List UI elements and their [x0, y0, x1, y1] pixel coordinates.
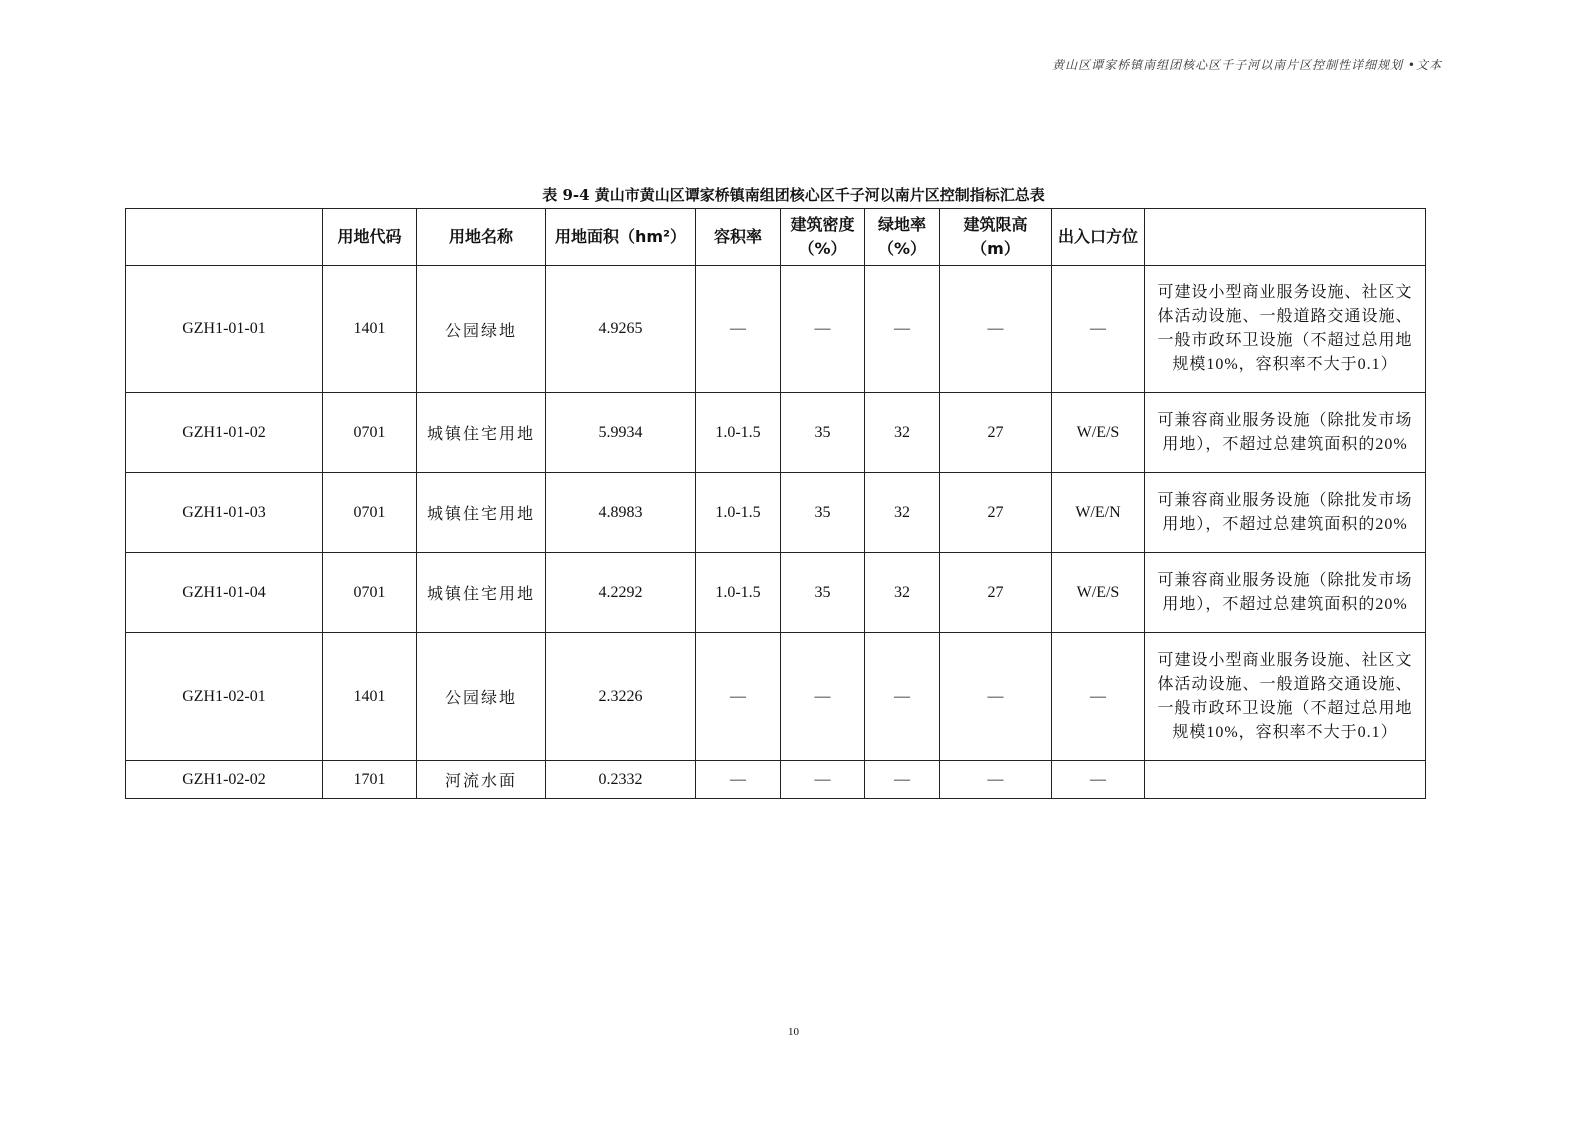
- cell-green-rate: —: [865, 633, 940, 761]
- cell-access: W/E/N: [1052, 473, 1145, 553]
- cell-land-code: 1701: [323, 761, 417, 799]
- table-row: [126, 553, 1426, 633]
- cell-access: —: [1052, 266, 1145, 393]
- cell-land-name: 河流水面: [417, 761, 546, 799]
- header-green-rate: 绿地率（%）: [865, 209, 940, 266]
- cell-far: 1.0-1.5: [696, 473, 781, 553]
- cell-remark: 可建设小型商业服务设施、社区文体活动设施、一般道路交通设施、一般市政环卫设施（不超过总用地规模10%，容积率不大于0.1）: [1145, 266, 1426, 393]
- cell-height-limit: —: [940, 633, 1052, 761]
- cell-density: —: [781, 266, 865, 393]
- cell-land-name: 城镇住宅用地: [417, 393, 546, 473]
- table-row: [126, 633, 1426, 761]
- cell-remark: 可兼容商业服务设施（除批发市场用地），不超过总建筑面积的20%: [1145, 553, 1426, 633]
- cell-land-code: 0701: [323, 553, 417, 633]
- cell-height-limit: 27: [940, 473, 1052, 553]
- header-land-name: 用地名称: [417, 209, 546, 266]
- table-row: [126, 761, 1426, 799]
- cell-area: 4.9265: [546, 266, 696, 393]
- cell-height-limit: —: [940, 761, 1052, 799]
- cell-plot-id: GZH1-01-01: [126, 266, 323, 393]
- cell-land-code: 0701: [323, 473, 417, 553]
- table-row: [126, 473, 1426, 553]
- cell-land-code: 1401: [323, 633, 417, 761]
- cell-land-name: 公园绿地: [417, 633, 546, 761]
- cell-green-rate: 32: [865, 393, 940, 473]
- cell-area: 0.2332: [546, 761, 696, 799]
- cell-plot-id: GZH1-02-02: [126, 761, 323, 799]
- running-header: 黄山区谭家桥镇南组团核心区千子河以南片区控制性详细规划 •文本: [1052, 58, 1442, 72]
- header-plot-id: [126, 209, 323, 266]
- cell-remark: 可兼容商业服务设施（除批发市场用地），不超过总建筑面积的20%: [1145, 473, 1426, 553]
- cell-area: 4.8983: [546, 473, 696, 553]
- cell-height-limit: 27: [940, 393, 1052, 473]
- header-area: 用地面积（hm²）: [546, 209, 696, 266]
- cell-green-rate: 32: [865, 473, 940, 553]
- header-access: 出入口方位: [1052, 209, 1145, 266]
- table-header-row: [126, 209, 1426, 266]
- table-row: [126, 266, 1426, 393]
- cell-density: —: [781, 633, 865, 761]
- cell-area: 4.2292: [546, 553, 696, 633]
- cell-plot-id: GZH1-01-04: [126, 553, 323, 633]
- cell-access: —: [1052, 633, 1145, 761]
- cell-density: 35: [781, 473, 865, 553]
- header-far: 容积率: [696, 209, 781, 266]
- cell-density: —: [781, 761, 865, 799]
- cell-far: —: [696, 633, 781, 761]
- header-density: 建筑密度（%）: [781, 209, 865, 266]
- cell-access: W/E/S: [1052, 553, 1145, 633]
- cell-far: —: [696, 761, 781, 799]
- cell-green-rate: —: [865, 761, 940, 799]
- cell-land-name: 公园绿地: [417, 266, 546, 393]
- cell-land-code: 0701: [323, 393, 417, 473]
- cell-area: 2.3226: [546, 633, 696, 761]
- cell-green-rate: 32: [865, 553, 940, 633]
- cell-far: —: [696, 266, 781, 393]
- cell-land-name: 城镇住宅用地: [417, 473, 546, 553]
- cell-land-name: 城镇住宅用地: [417, 553, 546, 633]
- cell-remark: 可建设小型商业服务设施、社区文体活动设施、一般道路交通设施、一般市政环卫设施（不超过总用地规模10%，容积率不大于0.1）: [1145, 633, 1426, 761]
- header-remark: [1145, 209, 1426, 266]
- cell-remark: 可兼容商业服务设施（除批发市场用地），不超过总建筑面积的20%: [1145, 393, 1426, 473]
- control-index-table: [125, 208, 1426, 799]
- header-height-limit: 建筑限高（m）: [940, 209, 1052, 266]
- page-number: 10: [788, 1026, 799, 1038]
- cell-far: 1.0-1.5: [696, 393, 781, 473]
- cell-far: 1.0-1.5: [696, 553, 781, 633]
- cell-access: W/E/S: [1052, 393, 1145, 473]
- cell-green-rate: —: [865, 266, 940, 393]
- cell-access: —: [1052, 761, 1145, 799]
- cell-density: 35: [781, 393, 865, 473]
- table-row: [126, 393, 1426, 473]
- cell-plot-id: GZH1-02-01: [126, 633, 323, 761]
- header-land-code: 用地代码: [323, 209, 417, 266]
- cell-height-limit: 27: [940, 553, 1052, 633]
- cell-remark: [1145, 761, 1426, 799]
- cell-plot-id: GZH1-01-03: [126, 473, 323, 553]
- cell-land-code: 1401: [323, 266, 417, 393]
- cell-area: 5.9934: [546, 393, 696, 473]
- cell-height-limit: —: [940, 266, 1052, 393]
- table-title: 表 9-4 黄山市黄山区谭家桥镇南组团核心区千子河以南片区控制指标汇总表: [542, 186, 1045, 204]
- cell-plot-id: GZH1-01-02: [126, 393, 323, 473]
- cell-density: 35: [781, 553, 865, 633]
